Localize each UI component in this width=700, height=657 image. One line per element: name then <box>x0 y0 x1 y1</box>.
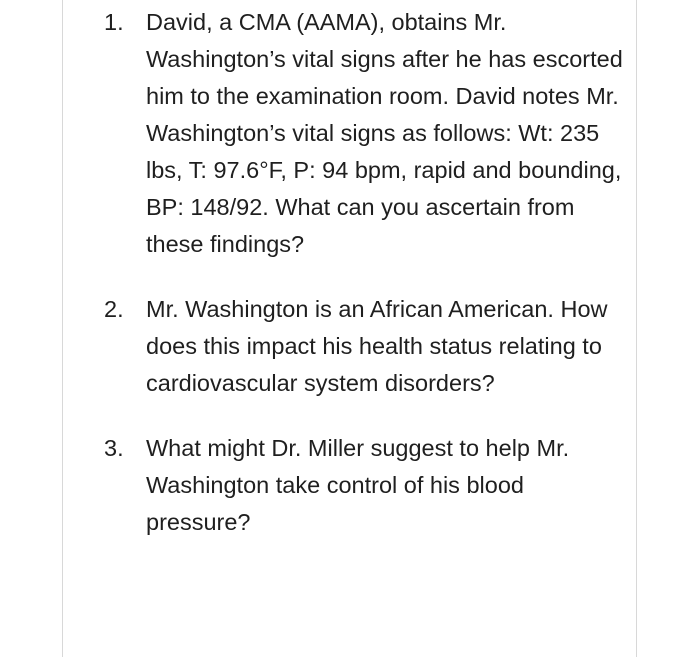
question-item <box>104 4 624 263</box>
question-item <box>104 430 624 541</box>
question-text: David, a CMA (AAMA), obtains Mr. Washington’s vital signs after he has escorted him to the examination room. David notes Mr. Washington’s vital signs as follows: Wt: 235 lbs, T: 97.6°F, P: 94 bpm, rapid and bounding, BP: 148/92. What can you ascertain from these findings? <box>146 9 623 257</box>
question-list <box>104 4 624 569</box>
question-number: 2. <box>104 296 124 322</box>
question-text: What might Dr. Miller suggest to help Mr. Washington take control of his blood pressure? <box>146 435 570 535</box>
question-text: Mr. Washington is an African American. How does this impact his health status relating to cardiovascular system disorders? <box>146 296 608 396</box>
question-number: 3. <box>104 435 124 461</box>
question-item <box>104 291 624 402</box>
question-number: 1. <box>104 9 124 35</box>
